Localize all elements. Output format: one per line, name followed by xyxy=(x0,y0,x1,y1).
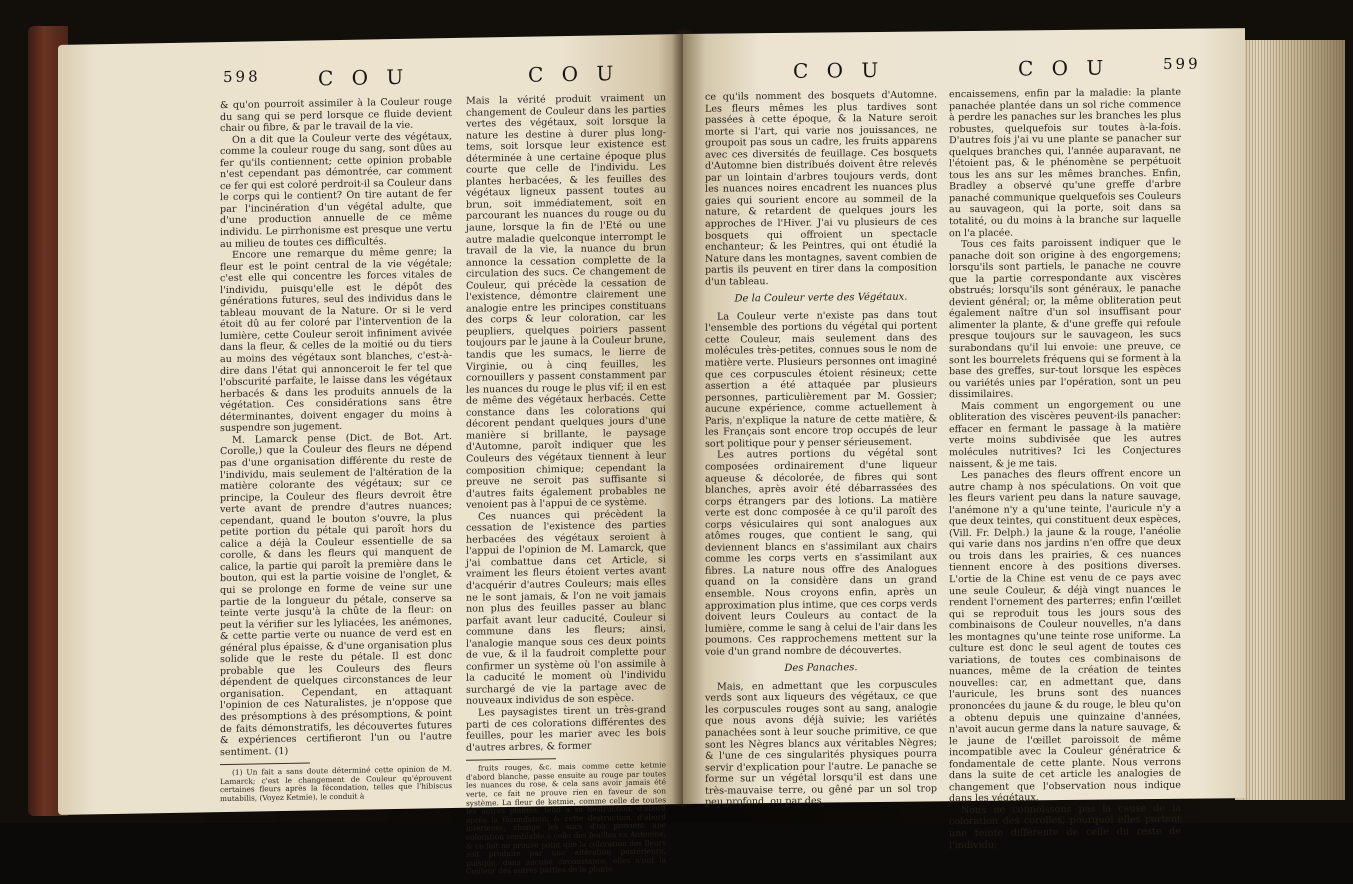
paragraph: Les paysagistes tirent un très-grand parti de ces colorations différentes des feuilles, pour les marier avec les bois d'autres arbres, & former xyxy=(466,704,666,754)
paragraph: Les autres portions du végétal sont composées ordinairement d'une liqueur aqueuse & décolorée, de fibres qui sont blanches, après avoir été débarrassées des corps étrangers par des lotions. La matière verte est donc composée à ce qu'il paroît des corps vésiculaires qui sont analogues aux atômes rouges, que contient le sang, qui deviennent blancs en s'assimilant aux chairs comme les corps verts en s'assimilant aux fibres. La nature nous offre des Analogues quand on la considère dans un grand ensemble. Nous croyons enfin, après un approximation plus intime, que ces corps verds doivent leurs Couleurs au contact de la lumière, comme le sang à celui de l'air dans les poumons. Ces rapprochemens mettent sur la voie d'un grand nombre de découvertes. xyxy=(705,447,937,658)
paragraph: encaissemens, enfin par la maladie: la plante panachée plantée dans un sol riche commence à perdre les panaches sur les branches les plus robustes, quelquefois sur toutes à-la-fois. D'autres fois j'ai vu une plante se panacher sur quelques branches qui, l'année auparavant, ne l'étoient pas, & le phénomène se perpétuoit tous les ans sur les mêmes branches. Enfin, Bradley a observé qu'une greffe d'arbre panaché communique quelquefois ses Couleurs au sauvageon, qui la porte, soit dans sa totalité, ou du moins à la branche sur laquelle on l'a placée. xyxy=(949,86,1181,239)
section-heading: Des Panaches. xyxy=(784,662,858,675)
running-head: C O U xyxy=(528,61,620,87)
footnote: fruits rouges, &c. mais comme cette ketmie d'abord blanche, passe ensuite au rouge par toutes les nuances du rose, & cela sans avoir jamais été verte, ce fait ne prouve rien en faveur de son système. La fleur de ketmie, comme celle de toutes les autres plantes, tend à sa destruction, d'abord après la fécondation; & cette destruction, d'abord intérieure, change les sucs d'où provient une coloration semblable à celle des feuilles en Automne, & ce fait ne prouve point que la coloration des fleurs soit produite par une altération postérieure, puisque, dans aucune circonstance, elles n'ont la Couleur des autres parties de la plante. xyxy=(466,760,666,877)
text-column-right xyxy=(949,87,1181,852)
running-head: C O U xyxy=(318,64,410,91)
paragraph: On a dit que la Couleur verte des végétaux, comme la couleur rouge du sang, sont dûes au fer qu'ils contiennent; cette opinion probable n'est cependant pas démontrée, car comment ce fer qui est coloré perdroit-il sa Couleur dans le corps qui le contient? On tire autant de fer par l'incinération d'un végétal adulte, que d'une production annuelle de ce même individu. Le pirrhonisme est presque une vertu au milieu de toutes ces difficultés. xyxy=(220,130,452,250)
text-column-left xyxy=(220,96,452,804)
paragraph: Tous ces faits paroissent indiquer que le panache doit son origine à des engorgemens; lorsqu'ils sont partiels, le panache ne couvre que la partie correspondante aux viscères obstrués; lorsqu'ils sont généraux, le panache devient général; or, la même obliteration peut également naître d'un sol insuffisant pour alimenter la plante, & d'une greffe qui refoule presque toujours sur le sauvageon, les sucs surabondans qu'il lui envoie: une preuve, ce sont les bourrelets fréquens qui se forment à la base des greffes, sur-tout lorsque les espèces ou variétés unies par l'opération, sont un peu dissimilaires. xyxy=(949,236,1181,401)
text-column-left xyxy=(705,89,937,808)
footnote-rule xyxy=(466,758,556,761)
paragraph: Mais, en admettant que les corpuscules verds sont aux liqueurs des végétaux, ce que les corpuscules rouges sont au sang, analogie que nous avons déjà suivie; les variétés panachées sont à leur souche primitive, ce que sont les Nègres blancs aux véritables Nègres; & l'une de ces singularités physiques pourra servir d'explication pour l'autre. Le panache se forme sur un végétal lorsqu'il est dans une très-mauvaise terre, ou gêné par un sol trop peu profond, ou par des xyxy=(705,679,937,809)
paragraph: Encore une remarque du même genre; la fleur est le point central de la vie végétale; c'est elle qui concentre les forces vitales de l'individu, puisqu'elle est le dépôt des générations futures, seul des individus dans le tableau mouvant de la Nature. Or si le verd étoit dû au fer coloré par l'intervention de la lumière, cette Couleur seroit infiniment avivée dans la fleur, & celles de la moitié ou du tiers au moins des végétaux sont blanches, c'est-à-dire dans l'état qui annonceroit le fer tel que l'obscurité parfaite, le laisse dans les végétaux herbacés & dans les produits annuels de la végétation. Ces considérations sans être déterminantes, doivent engager du moins à suspendre son jugement. xyxy=(220,246,452,435)
footnote-rule xyxy=(220,763,310,766)
footnote: (1) Un fait a sans doute déterminé cette opinion de M. Lamarck; c'est le changement de Couleur qu'éprouvent certaines fleurs après la fécondation, telles que l'hibiscus mutabilis, (Voyez Ketmie), le conduit à xyxy=(220,764,452,804)
paragraph: Nous ne connoissons pas la cause de la coloration des corolles, pourquoi elles portent une teinte différente de celle du reste de l'individu; xyxy=(949,802,1181,851)
paragraph: Mais la vérité produit vraiment un changement de Couleur dans les parties vertes des végétaux, soit lorsque la nature les destine à durer plus long-tems, soit lorsque leur existence est déterminée à une certaine époque plus courte que celle de l'individu. Les plantes herbacées, & les feuilles des végétaux ligneux passent toutes au brun, soit immédiatement, soit en parcourant les nuances du rouge ou du jaune, lorsque la fin de l'Eté ou une autre maladie quelconque interrompt le travail de la vie, la nuance du brun annonce la cessation complette de la circulation des sucs. Ce changement de Couleur, qui précède la cessation de l'existence, démontre clairement une analogie entre les principes constituans des corps & leur coloration, car les peupliers, quelques poiriers passent toujours par le jaune à la Couleur brune, tandis que les sumacs, le lierre de Virginie, ou à cinq feuilles, les cornouillers y passent constamment par les nuances du rouge le plus vif; il en est de même des végétaux herbacés. Cette constance dans les colorations qui décorent pendant quelques jours d'une manière si brillante, le paysage d'Automne, paroît indiquer que les Couleurs des végétaux tiennent à leur composition chimique; cependant la preuve ne seroit pas suffisante si d'autres faits également probables ne venoient pas à l'appui de ce système. xyxy=(466,92,666,511)
paragraph: Ces nuances qui précèdent la cessation de l'existence des parties herbacées des végétaux seroient à l'appui de l'opinion de M. Lamarck, que j'ai combattue dans cet Article, si vraiment les fleurs étoient vertes avant d'acquérir d'autres Couleurs; mais elles ne le sont jamais, & l'on ne voit jamais non plus des feuilles passer au blanc parfait avant leur caducité, Couleur si commune dans les fleurs; ainsi, l'analogie manque sous ces deux points de vue, & il la faudroit complette pour confirmer un système où l'on assimile à la caducité le moment où l'individu surchargé de vie la partage avec de nouveaux individus de son espèce. xyxy=(466,507,666,708)
left-page xyxy=(58,34,683,877)
section-heading: De la Couleur verte des Végétaux. xyxy=(734,291,908,305)
running-head: C O U xyxy=(793,57,885,83)
text-column-right xyxy=(466,92,666,876)
paragraph: Les panaches des fleurs offrent encore un autre champ à nos spéculations. On voit que les fleurs varient peu dans la nature sauvage, l'anémone n'y a qu'une teinte, l'auricule n'y a que deux teintes, qui constituent deux espèces, (Vill. Fr. Delph.) la jaune & la rouge, l'anéolie qui varie dans nos jardins n'en offre que deux ou trois dans les prairies, & ces nuances tiennent encore à des positions diverses. L'ortie de la Chine est venu de ce pays avec une seule Couleur, & déjà vingt nuances le rendent l'ornement des parterres; enfin l'œillet qui se reproduit tous les jours sous des combinaisons de Couleur nouvelles, n'a dans les montagnes qu'une teinte rose uniforme. La culture est donc le seul agent de toutes ces variations, de toutes ces combinaisons de nuances, même de la création de teintes nouvelles: car, en admettant que, dans l'auricule, les bruns sont des nuances prononcées du jaune & du rouge, le bleu qu'on a obtenu depuis une quinzaine d'années, n'avoit aucun germe dans la nature sauvage, & le jaune de l'œillet paroissoit de même incompatible avec la Couleur génératrice & fondamentale de cette plante. Nous verrons dans la suite de cet article les analogies de changement que l'observation nous indique dans les végétaux. xyxy=(949,467,1181,805)
paragraph: La Couleur verte n'existe pas dans tout l'ensemble des portions du végétal qui portent cette Couleur, mais seulement dans des molécules très-petites, connues sous le nom de matière verte. Plusieurs personnes ont imaginé que ces corpuscules étoient résineux; cette assertion a été attaquée par plusieurs personnes, particulièrement par M. Gossier; aucune expérience, comme actuellement à Paris, n'explique la nature de cette matière, & les Français sont encore trop occupés de leur sort politique pour y penser sérieusement. xyxy=(705,309,937,450)
right-page xyxy=(683,28,1245,851)
paragraph: & qu'on pourroit assimiler à la Couleur rouge du sang qui se perd lorsque ce fluide devient chair ou fibre, & par le travail de la vie. xyxy=(220,96,452,135)
paragraph: M. Lamarck pense (Dict. de Bot. Art. Corolle,) que la Couleur des fleurs ne dépend pas d'une organisation différente du reste de l'individu, mais seulement de l'altération de la matière colorante des végétaux; sur ce principe, la Couleur des fleurs devroit être verte avant de prendre d'autres nuances; cependant, quand le bouton s'ouvre, la plus petite portion du pétale qui paroît hors du calice a déjà la Couleur essentielle de sa corolle, & dans les fleurs qui manquent de calice, la partie qui paroît la première dans le bouton, qui est la partie voisine de l'onglet, & qui se prolonge en forme de veine sur une partie de la longueur du pétale, conserve sa teinte verte jusqu'à la chûte de la fleur: on peut la vérifier sur les lyliacées, les anémones, & cette partie verte ou nuance de verd est en général plus épaisse, & d'une organisation plus solide que le reste du pétale. Il est donc probable que les Couleurs des fleurs dépendent de quelques circonstances de leur organisation. Cependant, en attaquant l'opinion de ces Naturalistes, je n'oppose que des présomptions à des présomptions, & point de faits démonstratifs, les découvertes futures & expériences certifieront l'un ou l'autre sentiment. (1) xyxy=(220,430,452,758)
paragraph: ce qu'ils nomment des bosquets d'Automne. Les fleurs mêmes les plus tardives sont passées à cette époque, & la Nature seroit morte si l'art, qui varie nos jouissances, ne groupoit pas sous un cadre, les fruits apparens avec ces diversités de feuillage. Ces bosquets d'Automne bien distribués doivent être relevés par un lointain d'arbres toujours verds, dont les nuances noires encadrent les nuances plus gaies qui sourient encore au sommeil de la nature, & retardent de quelques jours les approches de l'Hiver. J'ai vu plusieurs de ces bosquets qui offroient un spectacle enchanteur; & les Peintres, qui ont étudié la Nature dans les montagnes, savent combien de partis ils peuvent en tirer dans la composition d'un tableau. xyxy=(705,89,937,288)
page-edge-lines xyxy=(1243,40,1343,800)
running-head: C O U xyxy=(1018,55,1110,81)
page-number: 598 xyxy=(223,67,261,87)
paragraph: Mais comment un engorgement ou une obliteration des viscères peuvent-ils panacher: effacer en fermant le passage à la matière verte moins subdivisée que les autres molécules nutritives? Ici les Conjectures naissent, & je me tais. xyxy=(949,398,1181,470)
page-number: 599 xyxy=(1163,54,1201,73)
